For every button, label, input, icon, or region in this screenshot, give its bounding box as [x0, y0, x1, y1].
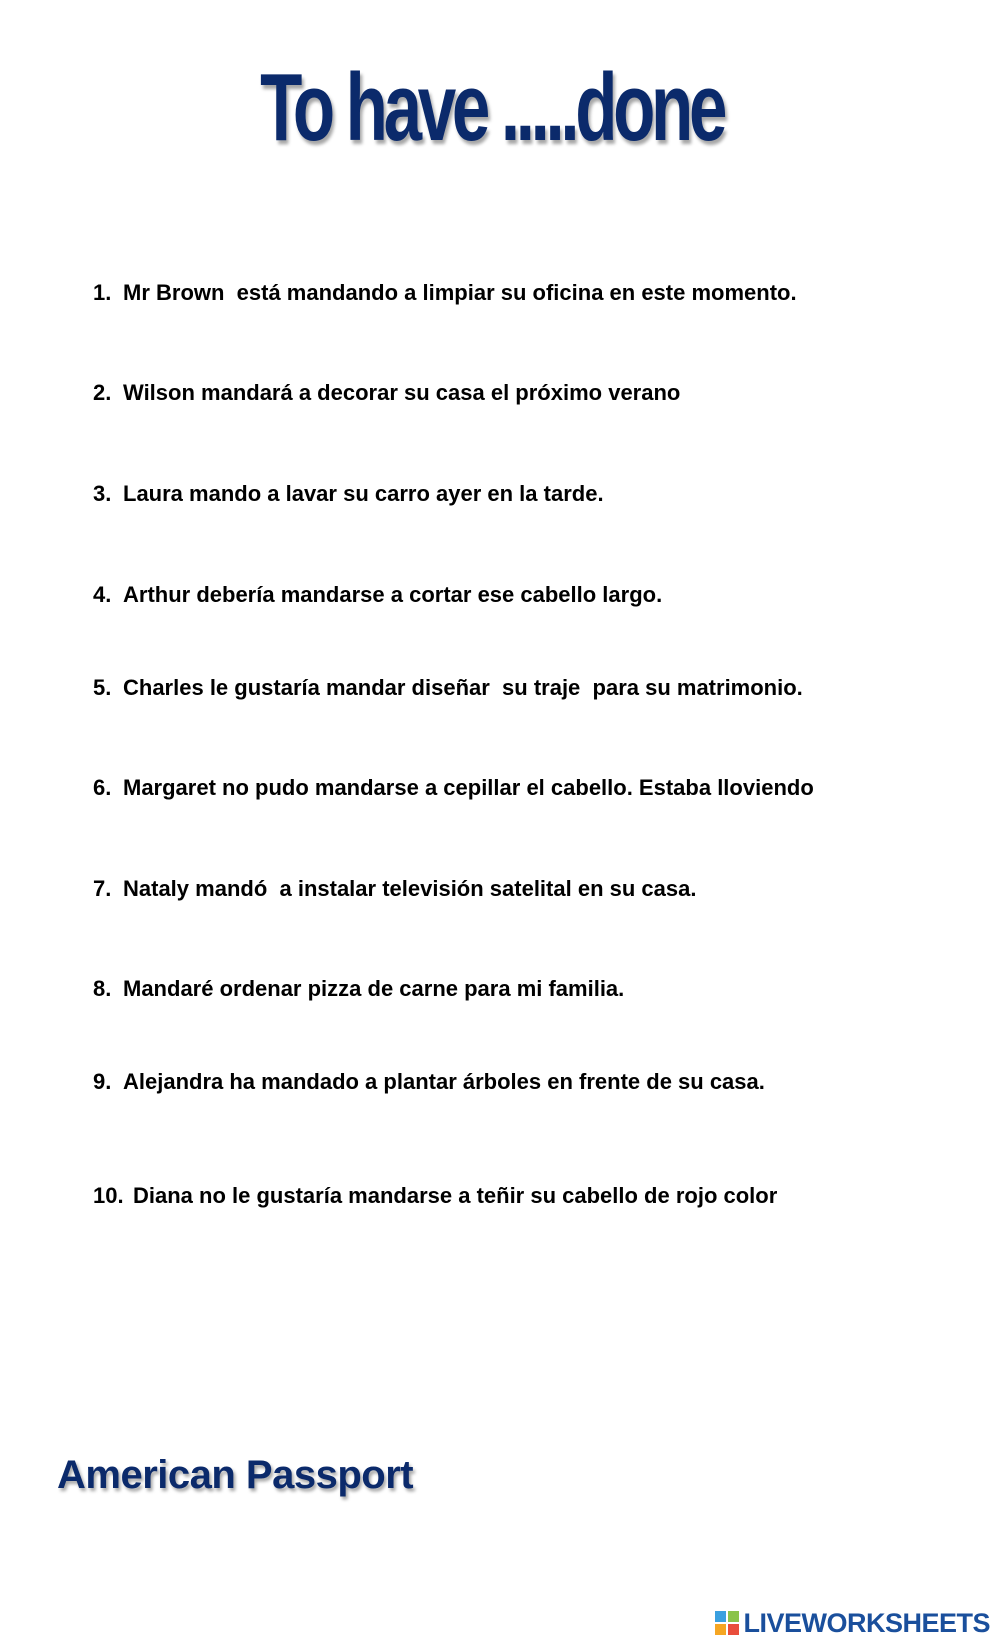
- watermark-text: LIVEWORKSHEETS: [743, 1607, 990, 1638]
- list-item: [93, 978, 624, 1000]
- item-number: 10.: [93, 1183, 124, 1208]
- item-text: Alejandra ha mandado a plantar árboles en frente de su casa.: [123, 1069, 765, 1094]
- item-text: Charles le gustaría mandar diseñar su traje para su matrimonio.: [123, 675, 803, 700]
- list-item: [93, 483, 604, 505]
- item-number: 2.: [93, 380, 112, 405]
- list-item: [93, 1071, 765, 1093]
- item-number: 9.: [93, 1069, 112, 1094]
- item-number: 6.: [93, 775, 112, 800]
- worksheet-title: To have .....done: [260, 54, 724, 161]
- item-number: 5.: [93, 675, 112, 700]
- brand-name: American Passport: [57, 1453, 414, 1497]
- liveworksheets-logo-icon: [715, 1611, 739, 1635]
- list-item: [93, 777, 814, 799]
- item-text: Margaret no pudo mandarse a cepillar el cabello. Estaba lloviendo: [123, 775, 814, 800]
- list-item: [93, 282, 797, 304]
- list-item: [93, 1185, 777, 1207]
- item-text: Nataly mandó a instalar televisión satelital en su casa.: [123, 876, 697, 901]
- item-text: Arthur debería mandarse a cortar ese cabello largo.: [123, 582, 663, 607]
- item-text: Mr Brown está mandando a limpiar su oficina en este momento.: [123, 280, 797, 305]
- item-number: 8.: [93, 976, 112, 1001]
- list-item: [93, 382, 680, 404]
- liveworksheets-watermark[interactable]: [715, 1608, 990, 1638]
- list-item: [93, 878, 696, 900]
- item-text: Laura mando a lavar su carro ayer en la tarde.: [123, 481, 604, 506]
- item-number: 3.: [93, 481, 112, 506]
- item-number: 4.: [93, 582, 112, 607]
- item-text: Diana no le gustaría mandarse a teñir su cabello de rojo color: [133, 1183, 778, 1208]
- item-number: 1.: [93, 280, 112, 305]
- item-text: Mandaré ordenar pizza de carne para mi familia.: [123, 976, 625, 1001]
- list-item: [93, 584, 662, 606]
- item-text: Wilson mandará a decorar su casa el próximo verano: [123, 380, 681, 405]
- item-number: 7.: [93, 876, 112, 901]
- list-item: [93, 677, 803, 699]
